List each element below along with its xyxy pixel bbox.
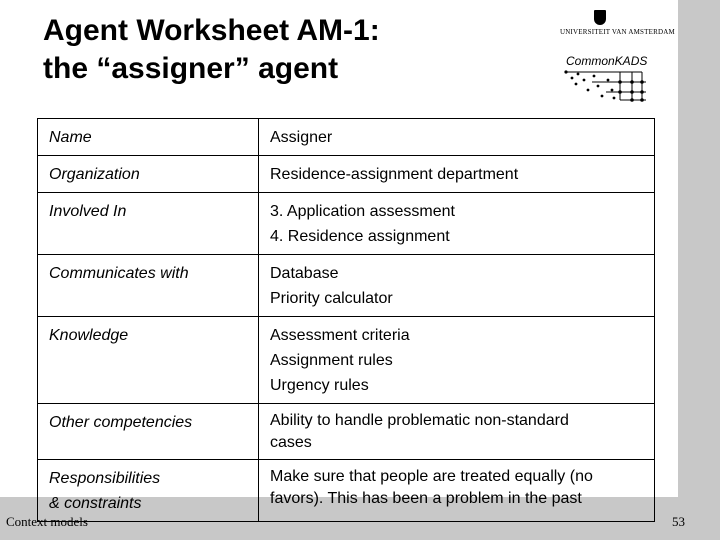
worksheet-value-line: Priority calculator	[270, 290, 393, 307]
worksheet-value	[259, 404, 655, 460]
worksheet-row-involved-in	[38, 193, 655, 255]
slide-title	[43, 12, 380, 88]
worksheet-value	[259, 460, 655, 522]
footer-section-label: Context models	[6, 514, 88, 529]
worksheet-row-name	[38, 119, 655, 156]
worksheet-value-line: Assessment criteria	[270, 327, 410, 344]
worksheet-value-line: Ability to handle problematic non-standard	[270, 412, 569, 429]
worksheet-key: Name	[38, 119, 259, 156]
worksheet-key	[38, 460, 259, 522]
worksheet-value: Assigner	[259, 119, 655, 156]
worksheet-value	[259, 193, 655, 255]
title-line-2: the “assigner” agent	[43, 52, 339, 85]
commonkads-logo-text: CommonKADS	[566, 54, 648, 68]
worksheet-value-line: 3. Application assessment	[270, 203, 455, 220]
agent-worksheet-table	[37, 118, 655, 522]
worksheet-value	[259, 255, 655, 317]
university-logo-text: UNIVERSITEIT VAN AMSTERDAM	[560, 28, 675, 36]
worksheet-key-line: & constraints	[49, 495, 142, 512]
title-line-1: Agent Worksheet AM-1:	[43, 14, 380, 47]
university-logo	[560, 10, 675, 44]
page-number: 53	[672, 514, 685, 529]
worksheet-row-responsibilities	[38, 460, 655, 522]
worksheet-value-line: cases	[270, 434, 312, 451]
worksheet-value: Residence-assignment department	[259, 156, 655, 193]
worksheet-value	[259, 317, 655, 404]
worksheet-value-line: Assignment rules	[270, 352, 393, 369]
worksheet-key: Knowledge	[38, 317, 259, 404]
worksheet-value-line: favors). This has been a problem in the past	[270, 490, 582, 507]
commonkads-logo	[562, 54, 648, 104]
worksheet-key-line: Responsibilities	[49, 470, 161, 487]
worksheet-key: Organization	[38, 156, 259, 193]
worksheet-value-line: Database	[270, 265, 339, 282]
university-shield-icon	[594, 10, 606, 25]
worksheet-key: Involved In	[38, 193, 259, 255]
worksheet-key: Other competencies	[38, 404, 259, 460]
worksheet-row-knowledge	[38, 317, 655, 404]
worksheet-row-other-competencies	[38, 404, 655, 460]
worksheet-key: Communicates with	[38, 255, 259, 317]
worksheet-value-line: 4. Residence assignment	[270, 228, 450, 245]
worksheet-row-communicates-with	[38, 255, 655, 317]
worksheet-value-line: Make sure that people are treated equally (no	[270, 468, 593, 485]
worksheet-row-organization	[38, 156, 655, 193]
commonkads-network-icon	[562, 68, 648, 102]
slide-shadow-right	[678, 0, 720, 540]
worksheet-value-line: Urgency rules	[270, 377, 369, 394]
